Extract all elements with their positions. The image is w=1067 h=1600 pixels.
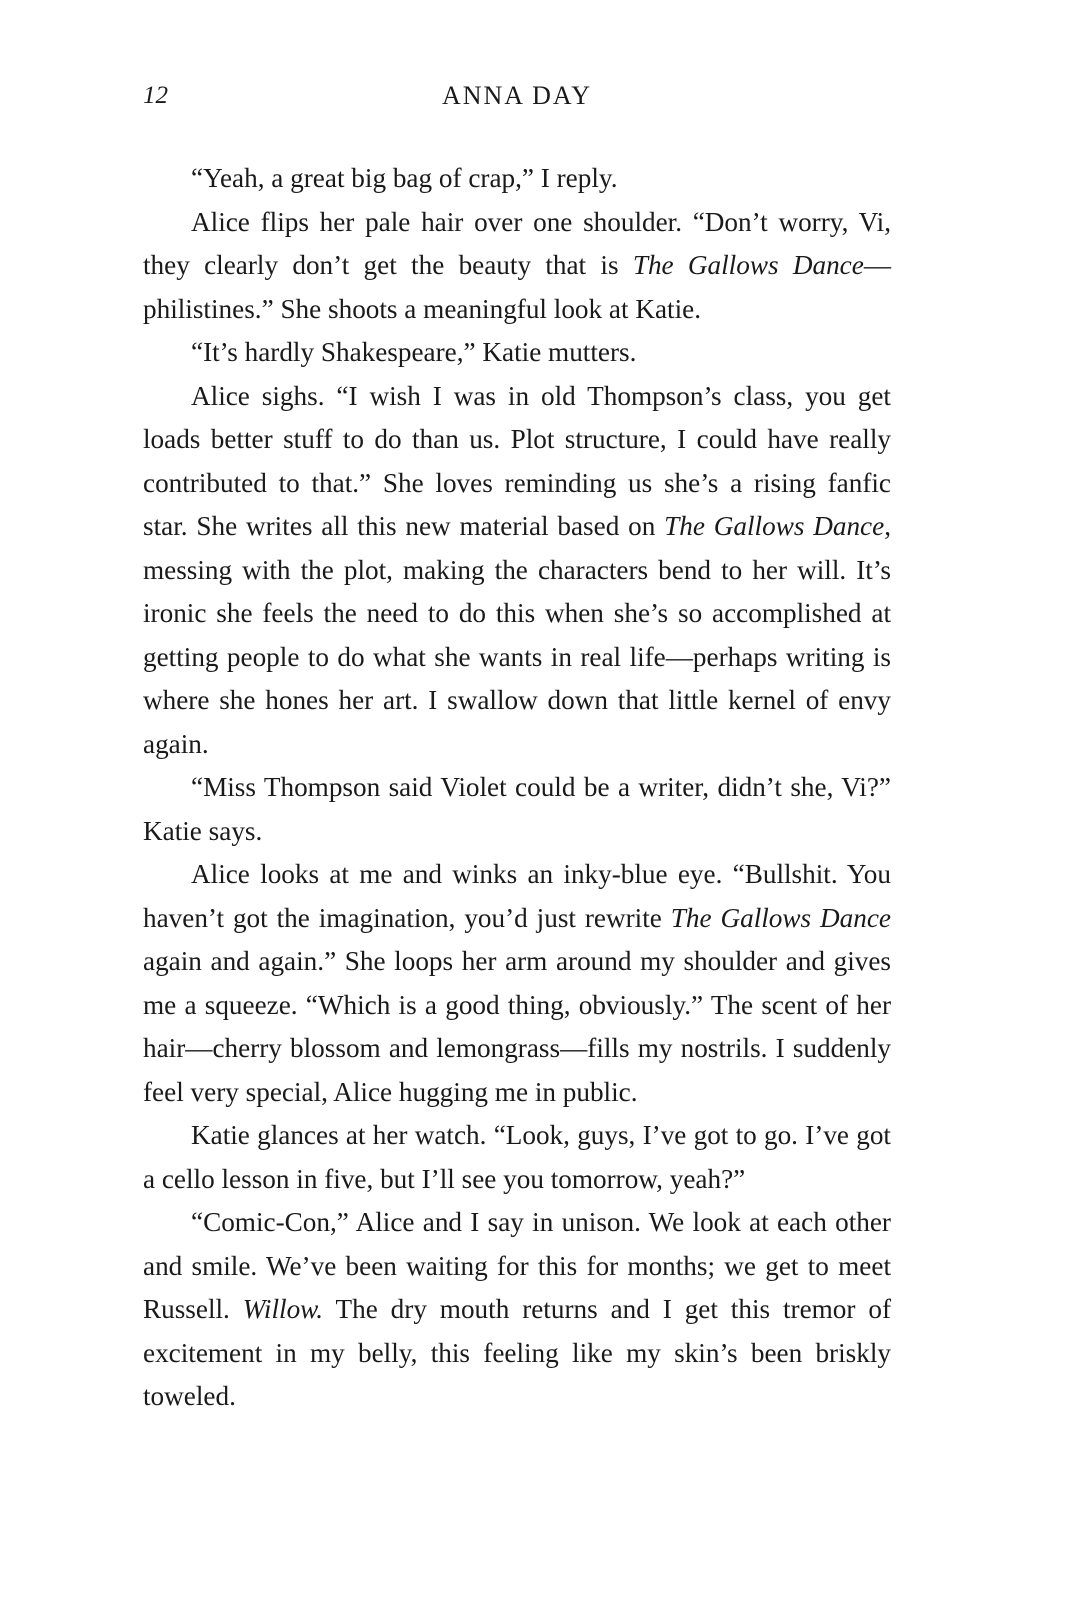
body-text (143, 157, 891, 1419)
paragraph-6-text-cont: again and again.” She loops her arm around my shoulder and gives me a squeeze. “Which is a good thing, obviously.” The scent of her hair—cherry blossom and lemongrass—fills my nostrils. I suddenly feel very special, Alice hugging me in public. (143, 946, 891, 1107)
paragraph-2 (143, 201, 891, 332)
page-header (143, 78, 891, 114)
paragraph-4 (143, 375, 891, 767)
paragraph-2-text-cont: —philistines.” She shoots a meaningful look at Katie. (143, 250, 891, 324)
paragraph-7-text: Katie glances at her watch. “Look, guys, I’ve got to go. I’ve got a cello lesson in five, but I’ll see you tomorrow, yeah?” (143, 1120, 891, 1194)
paragraph-3-text: “It’s hardly Shakespeare,” Katie mutters. (191, 337, 637, 367)
paragraph-4-text-cont: , messing with the plot, making the characters bend to her will. It’s ironic she feels the need to do this when she’s so accomplished at getting people to do what she wants in real life—perhaps writing is where she hones her art. I swallow down that little kernel of envy again. (143, 511, 891, 759)
book-title-italic: The Gallows Dance (670, 902, 891, 933)
paragraph-7 (143, 1114, 891, 1201)
page-number: 12 (143, 82, 168, 109)
book-title-italic: The Gallows Dance (664, 511, 885, 541)
paragraph-6 (143, 853, 891, 1114)
paragraph-8-text-cont: The dry mouth returns and I get this tremor of excitement in my belly, this feeling like my skin’s been briskly toweled. (143, 1294, 892, 1411)
paragraph-1 (143, 157, 891, 201)
paragraph-5-text: “Miss Thompson said Violet could be a writer, didn’t she, Vi?” Katie says. (143, 772, 891, 846)
paragraph-1-text: “Yeah, a great big bag of crap,” I reply. (191, 163, 618, 193)
paragraph-8 (143, 1201, 891, 1419)
running-head-author: ANNA DAY (441, 81, 593, 110)
paragraph-3 (143, 331, 891, 375)
paragraph-4-text: Alice sighs. “I wish I was in old Thompson’s class, you get loads better stuff to do than us. Plot structure, I could have really contributed to that.” She loves reminding us she’s a rising fanfic star. She writes all this new material based on (143, 380, 891, 541)
paragraph-8-text: “Comic-Con,” Alice and I say in unison. We look at each other and smile. We’ve been waiting for this for months; we get to meet Russell. (143, 1207, 891, 1324)
paragraph-6-text: Alice looks at me and winks an inky-blue eye. “Bullshit. You haven’t got the imagination, you’d just rewrite (143, 859, 891, 933)
paragraph-2-text: Alice flips her pale hair over one shoulder. “Don’t worry, Vi, they clearly don’t get the beauty that is (143, 206, 891, 280)
paragraph-5 (143, 766, 891, 853)
book-title-italic: The Gallows Dance (632, 250, 864, 280)
character-name-italic: Willow. (242, 1294, 324, 1324)
